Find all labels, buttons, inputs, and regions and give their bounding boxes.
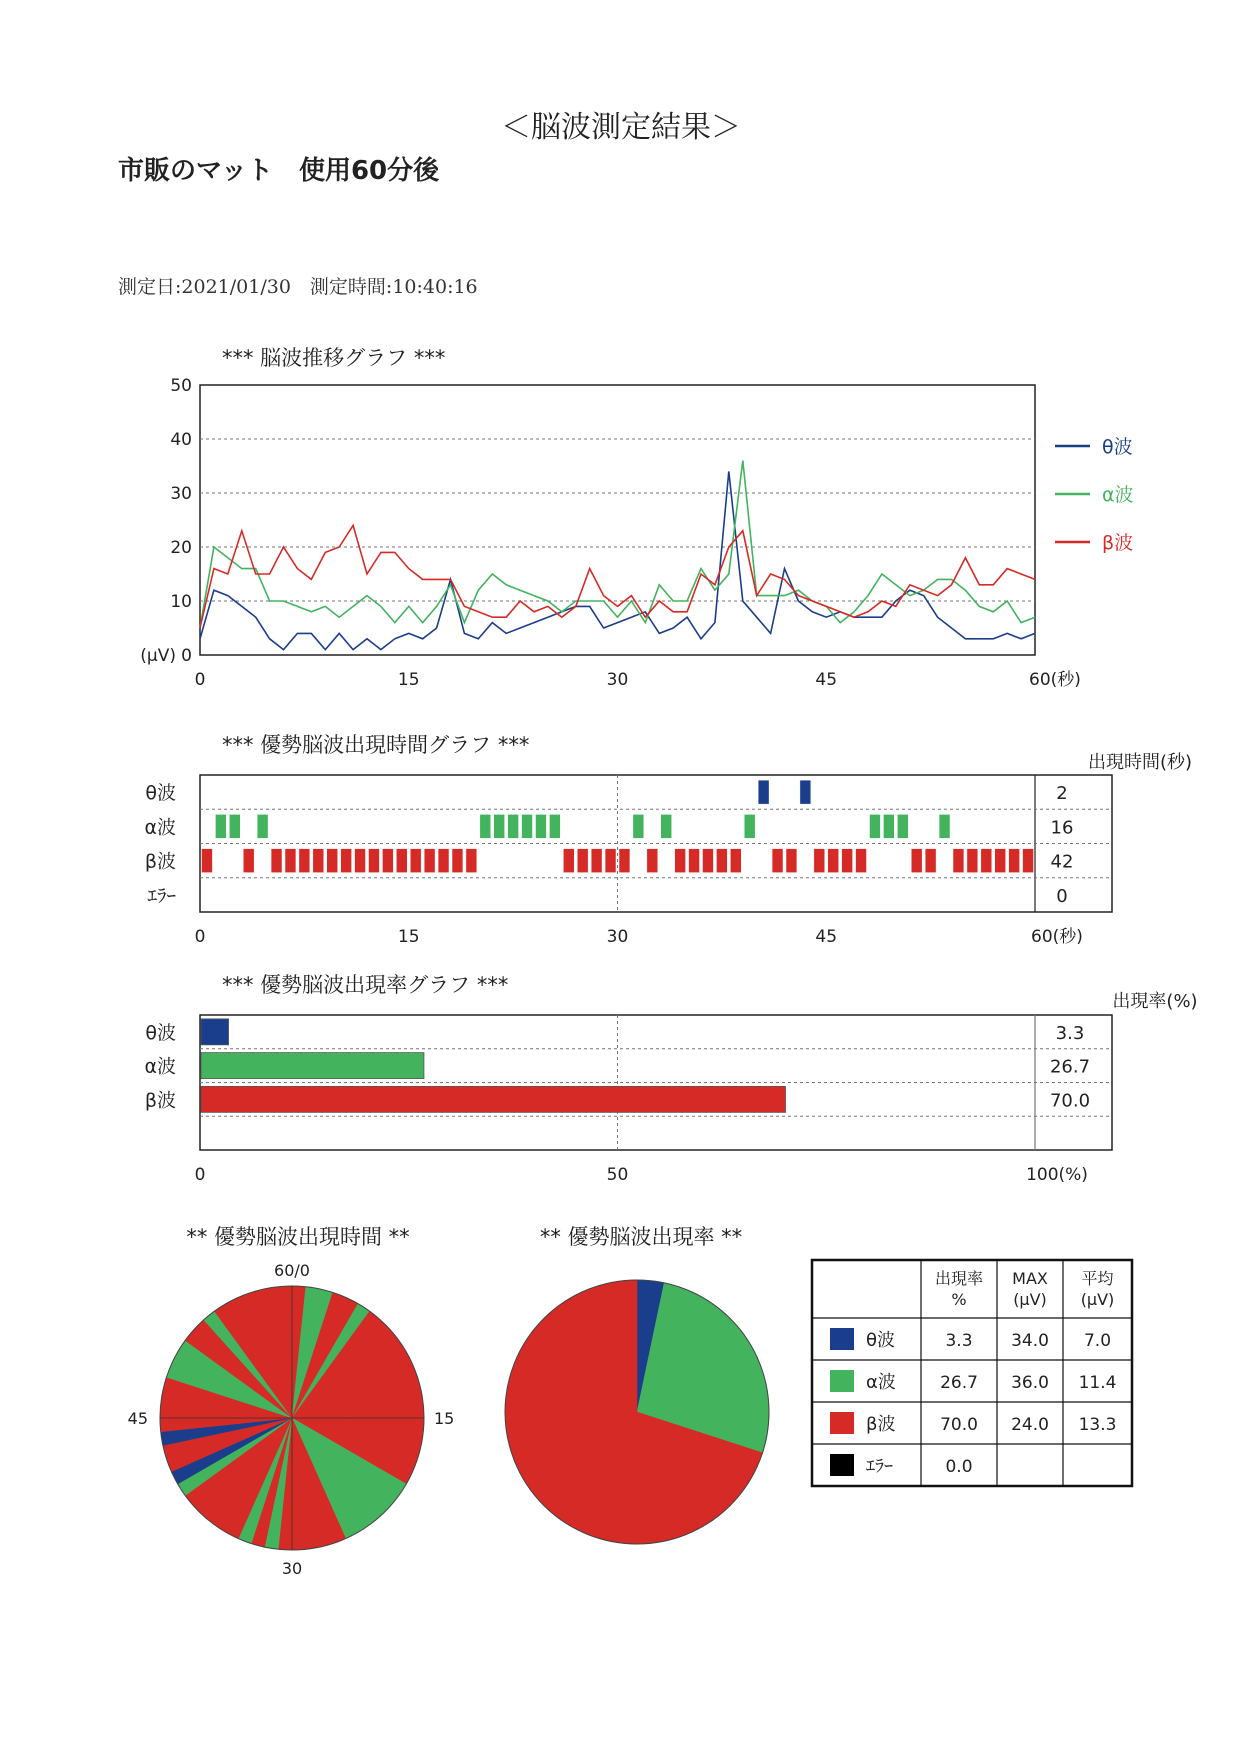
rate-pie-title: ** 優勢脳波出現率 **: [539, 1225, 743, 1249]
rate-chart-unit-label: 出現率(%): [1112, 991, 1198, 1012]
line-chart-ytick-label: 20: [170, 538, 192, 558]
time-pie-title: ** 優勢脳波出現時間 **: [186, 1225, 410, 1249]
rate-chart-value-alpha: 26.7: [1049, 1056, 1091, 1078]
time-chart-block-beta: [842, 849, 853, 873]
time-pie-label-top: 60/0: [274, 1261, 310, 1280]
summary-table-rate-beta: 70.0: [940, 1415, 978, 1435]
summary-table-swatch-alpha: [830, 1370, 854, 1392]
summary-table-swatch-beta: [830, 1412, 854, 1434]
time-chart-block-beta: [786, 849, 797, 873]
time-chart-block-beta: [438, 849, 449, 873]
time-chart-block-beta: [313, 849, 324, 873]
summary-table-header: 平均(μV): [1080, 1269, 1115, 1309]
page-subtitle: 市販のマット 使用60分後: [118, 156, 440, 186]
time-chart-xtick-label: 15: [397, 927, 420, 947]
time-chart-block-alpha: [215, 814, 226, 838]
summary-table-row-label-error: ｴﾗｰ: [866, 1456, 893, 1477]
time-chart-block-alpha: [939, 814, 950, 838]
legend-label-alpha: α波: [1102, 484, 1134, 506]
time-chart-value-alpha: 16: [1050, 817, 1074, 839]
time-pie-label-bottom: 30: [281, 1559, 303, 1578]
time-chart-block-alpha: [229, 814, 240, 838]
rate-chart-value-theta: 3.3: [1055, 1022, 1085, 1044]
time-chart-block-beta: [563, 849, 574, 873]
time-chart-category-error: ｴﾗｰ: [147, 884, 176, 907]
time-pie-label-left: 45: [127, 1409, 148, 1428]
time-chart-block-beta: [703, 849, 714, 873]
time-chart-value-error: 0: [1056, 885, 1068, 907]
rate-chart-bar-beta: [201, 1086, 786, 1112]
time-chart-block-alpha: [536, 814, 547, 838]
time-chart-block-alpha: [480, 814, 491, 838]
time-chart-block-theta: [758, 780, 769, 804]
time-chart-block-beta: [466, 849, 477, 873]
legend-label-theta: θ波: [1102, 436, 1133, 458]
time-chart-xtick-label: 0: [194, 927, 206, 947]
time-chart-block-alpha: [897, 814, 908, 838]
time-chart-block-alpha: [661, 814, 672, 838]
time-chart-category-alpha: α波: [144, 816, 176, 839]
summary-table-swatch-error: [830, 1454, 854, 1476]
line-series-theta: [200, 471, 1035, 649]
summary-table-header: 出現率%: [934, 1269, 984, 1309]
summary-table-max-alpha: 36.0: [1011, 1373, 1049, 1393]
line-series-beta: [200, 525, 1035, 628]
line-chart-xtick-label: 45: [815, 670, 838, 690]
time-chart-block-alpha: [494, 814, 505, 838]
time-chart-block-beta: [285, 849, 296, 873]
page-title: ＜脳波測定結果＞: [501, 110, 741, 145]
time-chart-block-beta: [814, 849, 825, 873]
line-chart-xtick-label: 15: [397, 670, 420, 690]
time-chart-block-beta: [1009, 849, 1020, 873]
rate-chart-category-alpha: α波: [144, 1055, 176, 1078]
time-chart-block-beta: [577, 849, 588, 873]
line-chart-ytick-label: 50: [170, 376, 192, 396]
rate-chart-xtick-label: 100(%): [1026, 1165, 1088, 1185]
time-chart-block-beta: [647, 849, 658, 873]
time-chart-value-beta: 42: [1050, 851, 1074, 873]
line-chart-ylabel: (μV): [140, 646, 176, 666]
summary-table-rate-theta: 3.3: [945, 1331, 973, 1351]
rate-chart-title: *** 優勢脳波出現率グラフ ***: [222, 973, 509, 997]
time-chart-block-beta: [772, 849, 783, 873]
time-chart-block-beta: [396, 849, 407, 873]
summary-table-max-theta: 34.0: [1011, 1331, 1049, 1351]
time-pie-label-right: 15: [434, 1409, 455, 1428]
time-chart-block-alpha: [549, 814, 560, 838]
time-chart-block-alpha: [508, 814, 519, 838]
line-chart-ytick-label: 40: [170, 430, 192, 450]
time-chart-block-alpha: [633, 814, 644, 838]
rate-chart-category-theta: θ波: [145, 1021, 176, 1044]
time-chart-block-alpha: [522, 814, 533, 838]
time-chart-block-alpha: [744, 814, 755, 838]
time-chart-block-beta: [828, 849, 839, 873]
summary-table-rate-error: 0.0: [945, 1457, 973, 1477]
time-chart-category-beta: β波: [144, 850, 176, 873]
summary-table-rate-alpha: 26.7: [940, 1373, 978, 1393]
time-chart-title: *** 優勢脳波出現時間グラフ ***: [222, 733, 530, 757]
rate-chart-xtick-label: 50: [606, 1165, 629, 1185]
time-chart-block-beta: [355, 849, 366, 873]
time-chart-block-beta: [689, 849, 700, 873]
line-chart-title: *** 脳波推移グラフ ***: [222, 346, 446, 370]
measurement-info: 測定日:2021/01/30 測定時間:10:40:16: [118, 276, 478, 298]
time-chart-block-beta: [369, 849, 380, 873]
rate-chart-category-beta: β波: [144, 1089, 176, 1112]
time-chart-block-theta: [800, 780, 811, 804]
summary-table-header: MAX (μV): [1012, 1269, 1048, 1309]
time-chart-block-beta: [981, 849, 992, 873]
rate-chart-bar-theta: [201, 1019, 229, 1045]
time-chart-block-alpha: [870, 814, 881, 838]
time-chart-block-beta: [202, 849, 213, 873]
time-chart-block-beta: [1023, 849, 1034, 873]
rate-chart-bar-alpha: [201, 1053, 424, 1079]
time-chart-block-beta: [675, 849, 686, 873]
summary-table-row-label-alpha: α波: [866, 1372, 896, 1393]
time-chart-block-beta: [953, 849, 964, 873]
line-chart-xtick-label: 30: [606, 670, 629, 690]
line-series-alpha: [200, 461, 1035, 628]
time-chart-value-theta: 2: [1056, 783, 1068, 805]
time-chart-block-beta: [967, 849, 978, 873]
time-chart-block-beta: [410, 849, 421, 873]
time-chart-block-beta: [995, 849, 1006, 873]
summary-table-row-label-beta: β波: [866, 1414, 896, 1435]
summary-table-max-beta: 24.0: [1011, 1415, 1049, 1435]
time-chart-unit-label: 出現時間(秒): [1087, 752, 1193, 773]
time-chart-block-beta: [730, 849, 741, 873]
summary-table-avg-beta: 13.3: [1078, 1415, 1117, 1435]
time-chart-block-alpha: [257, 814, 268, 838]
summary-table-row-label-theta: θ波: [866, 1330, 896, 1351]
summary-table-avg-theta: 7.0: [1083, 1331, 1112, 1351]
time-chart-xtick-label: 30: [606, 927, 629, 947]
time-chart-xtick-label: 60(秒): [1031, 927, 1083, 947]
time-chart-block-alpha: [883, 814, 894, 838]
rate-chart-value-beta: 70.0: [1049, 1090, 1091, 1112]
time-chart-xtick-label: 45: [815, 927, 838, 947]
time-chart-block-beta: [271, 849, 282, 873]
time-chart-block-beta: [911, 849, 922, 873]
line-chart-xtick-label: 60(秒): [1029, 670, 1081, 690]
time-chart-block-beta: [605, 849, 616, 873]
summary-table-swatch-theta: [830, 1328, 854, 1350]
time-chart-block-beta: [243, 849, 254, 873]
time-chart-block-beta: [591, 849, 602, 873]
line-chart-ytick-label: 0: [181, 646, 192, 666]
summary-table-avg-alpha: 11.4: [1078, 1373, 1117, 1393]
time-chart-block-beta: [327, 849, 338, 873]
time-chart-block-beta: [716, 849, 727, 873]
line-chart-ytick-label: 10: [170, 592, 192, 612]
time-chart-block-beta: [424, 849, 435, 873]
time-chart-block-beta: [619, 849, 630, 873]
legend-label-beta: β波: [1102, 532, 1134, 554]
time-chart-block-beta: [382, 849, 393, 873]
line-chart-ytick-label: 30: [170, 484, 192, 504]
time-chart-block-beta: [341, 849, 352, 873]
rate-chart-xtick-label: 0: [194, 1165, 206, 1185]
time-chart-block-beta: [452, 849, 463, 873]
time-chart-block-beta: [925, 849, 936, 873]
line-chart-frame: [200, 385, 1035, 655]
time-chart-block-beta: [299, 849, 310, 873]
time-chart-category-theta: θ波: [145, 782, 176, 805]
line-chart-xtick-label: 0: [194, 670, 206, 690]
time-chart-block-beta: [856, 849, 867, 873]
